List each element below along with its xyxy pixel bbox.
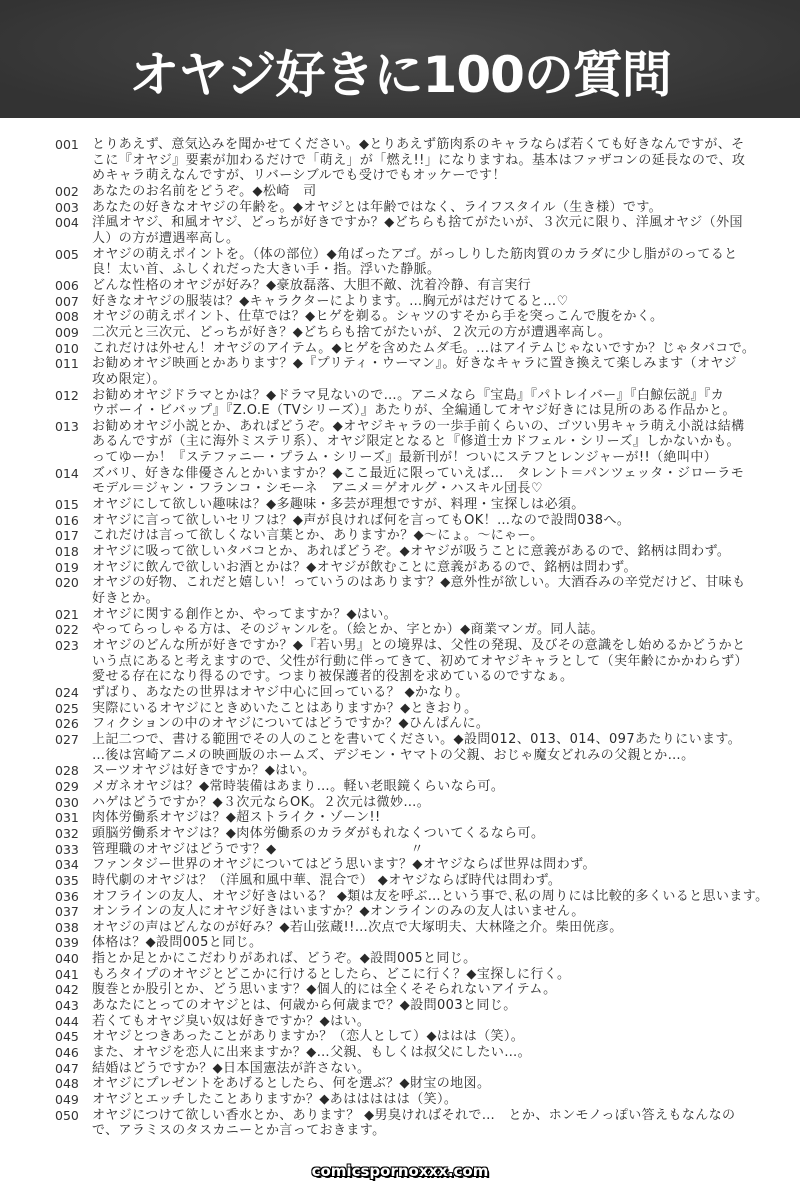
question-item <box>55 607 755 623</box>
question-text-line: 実際にいるオヤジにときめいたことはありますか？◆ときおり。 <box>92 700 478 716</box>
question-text-line: とりあえず、意気込みを聞かせてください。◆とりあえず筋肉系のキャラならば若くても好きなんですが、そ <box>92 137 745 152</box>
question-text-line: 攻め限定）。 <box>92 371 166 387</box>
question-item <box>55 967 755 983</box>
question-item <box>55 278 755 294</box>
question-number: 044 <box>55 1013 79 1029</box>
question-text-line: めキャラ萌えなんですが、リバーシブルでも受けでもオッケーです！ <box>92 168 506 184</box>
question-text-line: オンラインの友人にオヤジ好きはいますか？◆オンラインのみの友人はいません。 <box>92 904 585 920</box>
question-text-line: オヤジとつきあったことがありますか？（恋人として）◆ははは（笑）。 <box>92 1029 525 1045</box>
question-number: 026 <box>55 716 79 732</box>
question-text-line: あるんですが（主に海外ミステリ系）、オヤジ限定となると『修道士カドフェル・シリーズ』しかないかも。 <box>92 434 741 450</box>
question-text-line: ってゆーか！『ステファニー・プラム・シリーズ』最新刊が！ついにステフとレンジャーが!!（絶叫中） <box>92 450 718 466</box>
question-text-line: あなたにとってのオヤジとは、何歳から何歳まで？◆設問003と同じ。 <box>92 998 517 1014</box>
question-item <box>55 325 755 341</box>
question-text-line: 上記二つで、書ける範囲でその人のことを書いてください。◆設問012、013、014、097あたりにいます。 <box>92 731 742 747</box>
question-number: 035 <box>55 872 79 888</box>
question-text-line: また、オヤジを恋人に出来ますか？◆…父親、もしくは叔父にしたい…。 <box>92 1045 532 1061</box>
question-item <box>55 795 755 811</box>
question-text-line: お勧めオヤジドラマとかは？◆ドラマ見ないので…。アニメなら『宝島』『パトレイバー』『白鯨伝説』『カ <box>92 387 725 403</box>
question-text-line: 時代劇のオヤジは？（洋風和風中華、混合で） ◆オヤジならば時代は問わず。 <box>92 872 562 888</box>
question-text-line: オヤジの好物、これだと嬉しい！っていうのはあります？◆意外性が欲しい。大酒呑みの辛党だけど、甘味も <box>92 575 746 591</box>
question-text-line: オヤジに飲んで欲しいお酒とかは？◆オヤジが飲むことに意義があるので、銘柄は問わず。 <box>92 559 637 575</box>
question-number: 042 <box>55 982 79 998</box>
question-text-line: あなたのお名前をどうぞ。◆松崎 司 <box>92 183 317 199</box>
question-text-line: 肉体労働系オヤジは？◆超ストライク・ゾーン!! <box>92 810 381 826</box>
question-number: 047 <box>55 1060 79 1076</box>
question-number: 012 <box>55 387 79 403</box>
question-text-line: オヤジにして欲しい趣味は？◆多趣味・多芸が理想ですが、料理・宝探しは必須。 <box>92 497 585 513</box>
question-text-line: 洋風オヤジ、和風オヤジ、どっちが好きですか？◆どちらも捨てがたいが、３次元に限り、洋風オヤジ（外国 <box>92 215 743 231</box>
question-item <box>55 935 755 951</box>
question-item <box>55 904 755 920</box>
question-text-line: お勧めオヤジ映画とかあります？◆『プリティ・ウーマン』。好きなキャラに置き換えて楽しみます（オヤジ <box>92 356 738 372</box>
question-number: 034 <box>55 857 79 873</box>
question-text-line: オヤジにつけて欲しい香水とか、あります？ ◆男臭ければそれで… とか、ホンモノっぽい答えもなんなの <box>92 1107 736 1123</box>
question-item <box>55 215 755 246</box>
question-text-line: ズバリ、好きな俳優さんとかいますか？◆ここ最近に限っていえば… タレント＝パンツェッタ・ジローラモ <box>92 465 745 481</box>
question-number: 038 <box>55 919 79 935</box>
question-text-line: スーツオヤジは好きですか？◆はい。 <box>92 763 316 779</box>
question-item <box>55 1092 755 1108</box>
question-text-line: いう点にあると考えますので、父性が行動に伴ってきて、初めてオヤジキャラとして（実年齢にかかわらず） <box>92 653 748 669</box>
question-number: 018 <box>55 544 79 560</box>
question-item <box>55 1014 755 1030</box>
question-item <box>55 1061 755 1077</box>
question-item <box>55 184 755 200</box>
question-number: 010 <box>55 340 79 356</box>
question-number: 008 <box>55 309 79 325</box>
question-item <box>55 294 755 310</box>
question-text-line: で、アラミスのタスカニーとか言っておきます。 <box>92 1123 386 1139</box>
question-item <box>55 544 755 560</box>
question-text-line: 体格は？◆設問005と同じ。 <box>92 935 263 951</box>
question-number: 029 <box>55 778 79 794</box>
question-item <box>55 1076 755 1092</box>
question-number: 009 <box>55 324 79 340</box>
question-item <box>55 638 755 685</box>
question-item <box>55 1045 755 1061</box>
question-list <box>55 137 769 1139</box>
question-text-line: オフラインの友人、オヤジ好きはいる？ ◆類は友を呼ぶ…という事で､私の周りには比較的多くいると思います。 <box>92 888 769 904</box>
question-number: 050 <box>55 1107 79 1123</box>
question-text-line: オヤジのどんな所が好きですか？◆『若い男』との境界は、父性の発現、及びその意識をし始めるかどうかと <box>92 638 746 653</box>
question-text-line: フィクションの中のオヤジについてはどうですか？◆ひんぱんに。 <box>92 716 490 732</box>
question-text-line: オヤジの萌えポイントを。（体の部位）◆角ばったアゴ。がっしりした筋肉質のカラダに少し脂がのってると <box>92 246 738 262</box>
question-item <box>55 888 769 905</box>
question-number: 002 <box>55 183 79 199</box>
question-item <box>55 951 755 967</box>
question-number: 027 <box>55 731 79 747</box>
question-text-line: もろタイプのオヤジとどこかに行けるとしたら、どこに行く？◆宝探しに行く。 <box>92 966 571 982</box>
question-number: 015 <box>55 497 79 513</box>
question-item <box>55 1108 755 1139</box>
question-number: 046 <box>55 1045 79 1061</box>
question-number: 048 <box>55 1076 79 1092</box>
question-item <box>55 575 755 606</box>
question-text-line: 若くてもオヤジ臭い奴は好きですか？◆はい。 <box>92 1013 371 1029</box>
question-text-line: オヤジとエッチしたことありますか？◆あははははは（笑）。 <box>92 1092 458 1108</box>
question-number: 030 <box>55 794 79 810</box>
question-item <box>55 200 755 216</box>
question-number: 049 <box>55 1092 79 1108</box>
question-item <box>55 873 755 889</box>
question-text-line: メガネオヤジは？◆常時装備はあまり…。軽い老眼鏡くらいなら可。 <box>92 778 505 794</box>
question-item <box>55 388 755 419</box>
question-item <box>55 763 755 779</box>
question-item <box>55 341 755 357</box>
question-number: 024 <box>55 684 79 700</box>
question-number: 007 <box>55 293 79 309</box>
question-number: 037 <box>55 904 79 920</box>
question-item <box>55 497 755 513</box>
question-number: 039 <box>55 935 79 951</box>
question-text-line: こに『オヤジ』要素が加わるだけで「萌え」が「燃え!!」になりますね。基本はファザコンの延長なので、攻 <box>92 152 746 168</box>
question-text-line: 指とか足とかにこだわりがあれば、どうぞ。◆設問005と同じ。 <box>92 951 477 967</box>
watermark: comicspornoxxx.com <box>311 1162 489 1180</box>
question-text-line: 愛せる存在になり得るのです。つまり被保護者的役割を求めているのですなぁ。 <box>92 669 574 685</box>
question-number: 045 <box>55 1029 79 1045</box>
question-item <box>55 309 755 325</box>
question-text-line: 頭脳労働系オヤジは？◆肉体労働系のカラダがもれなくついてくるなら可。 <box>92 825 545 841</box>
question-number: 041 <box>55 966 79 982</box>
question-number: 003 <box>55 199 79 215</box>
question-text-line: オヤジに吸って欲しいタバコとか、あればどうぞ。◆オヤジが吸うことに意義があるので、銘柄は問わず。 <box>92 544 731 560</box>
question-text-line: 好きなオヤジの服装は？◆キャラクターによります。…胸元がはだけてると…♡ <box>92 293 569 309</box>
question-item <box>55 137 755 184</box>
question-number: 023 <box>55 638 79 653</box>
question-text-line: オヤジに関する創作とか、やってますか？◆はい。 <box>92 606 398 622</box>
question-text-line: 二次元と三次元、どっちが好き？◆どちらも捨てがたいが、２次元の方が遭遇率高し。 <box>92 324 612 340</box>
question-item <box>55 513 755 529</box>
question-text-line: 人）の方が遭遇率高し。 <box>92 230 240 246</box>
question-text-line: ウボーイ・ビバップ』『Z.O.E（TVシリーズ）』あたりが、全編通してオヤジ好きには見所のある作品かと。 <box>92 403 736 419</box>
question-item <box>55 701 755 717</box>
question-text-line: オヤジの萌えポイント、仕草では？◆ヒゲを剃る。シャツのすそから手を突っこんで腹をかく。 <box>92 309 664 325</box>
question-number: 025 <box>55 700 79 716</box>
question-text-line: 好きとか。 <box>92 591 160 607</box>
question-text-line: オヤジにプレゼントをあげるとしたら、何を選ぶ？◆財宝の地図。 <box>92 1076 491 1092</box>
question-number: 031 <box>55 810 79 826</box>
question-number: 040 <box>55 951 79 967</box>
question-item <box>55 920 755 936</box>
question-number: 036 <box>55 888 79 904</box>
question-text-line: 結婚はどうですか？◆日本国憲法が許さない。 <box>92 1060 371 1076</box>
question-text-line: これだけは言って欲しくない言葉とか、ありますか？◆～にょ。～にゃー。 <box>92 528 544 544</box>
question-text-line: これだけは外せん！オヤジのアイテム。◆ヒゲを含めたムダ毛。…はアイテムじゃないですか？じゃタバコで。 <box>92 340 756 356</box>
question-item <box>55 779 755 795</box>
question-number: 019 <box>55 559 79 575</box>
question-text-line: ハゲはどうですか？◆３次元ならOK。２次元は微妙…。 <box>92 794 431 810</box>
question-number: 033 <box>55 841 79 857</box>
question-number: 028 <box>55 763 79 779</box>
question-item <box>55 528 755 544</box>
question-text-line: モデル＝ジャン・フランコ・シモーネ アニメ＝ゲオルグ・ハスキル団長♡ <box>92 481 543 497</box>
question-number: 014 <box>55 465 79 481</box>
question-item <box>55 622 755 638</box>
question-text-line: お勧めオヤジ小説とか、あればどうぞ。◆オヤジキャラの一歩手前くらいの、ゴツい男キャラ萌え小説は結構 <box>92 418 745 434</box>
question-number: 011 <box>55 356 79 372</box>
question-number: 013 <box>55 418 79 434</box>
question-item <box>55 810 755 826</box>
question-item <box>55 826 755 842</box>
question-text-line: …後は宮崎アニメの映画版のホームズ、デジモン・ヤマトの父親、おじゃ魔女どれみの父親とか…。 <box>92 747 695 763</box>
question-number: 022 <box>55 622 79 638</box>
question-item <box>55 466 755 497</box>
question-item <box>55 560 755 576</box>
question-number: 017 <box>55 528 79 544</box>
question-text-line: どんな性格のオヤジが好み？◆豪放磊落、大胆不敵、沈着冷静、有言実行 <box>92 277 532 293</box>
question-number: 043 <box>55 998 79 1014</box>
question-number: 032 <box>55 825 79 841</box>
question-item <box>55 842 755 858</box>
page-title: オヤジ好きに100の質問 <box>129 46 671 104</box>
question-text-line: オヤジに言って欲しいセリフは？◆声が良ければ何を言ってもOK！…なので設問038へ。 <box>92 512 631 528</box>
question-number: 006 <box>55 277 79 293</box>
question-item <box>55 998 755 1014</box>
question-number: 021 <box>55 606 79 622</box>
question-item <box>55 685 755 701</box>
question-item <box>55 716 755 732</box>
title-banner <box>0 0 800 118</box>
question-number: 005 <box>55 246 79 262</box>
question-number: 016 <box>55 512 79 528</box>
question-number: 001 <box>55 137 79 152</box>
question-text-line: オヤジの声はどんなのが好み？◆若山弦蔵!!…次点で大塚明夫、大林隆之介。柴田侊彦。 <box>92 919 623 935</box>
question-text-line: やってらっしゃる方は、そのジャンルを。（絵とか、字とか）◆商業マンガ。同人誌。 <box>92 622 604 638</box>
question-text-line: 腹巻とか股引とか、どう思います？◆個人的には全くそそられないアイテム。 <box>92 982 557 998</box>
question-item <box>55 857 755 873</box>
question-item <box>55 982 755 998</box>
question-item <box>55 419 755 466</box>
question-text-line: 管理職のオヤジはどうです？◆ 〃 <box>92 841 424 857</box>
question-number: 004 <box>55 215 79 231</box>
question-text-line: ずばり、あなたの世界はオヤジ中心に回っている？ ◆かなり。 <box>92 684 469 700</box>
question-text-line: ファンタジー世界のオヤジについてはどう思います？◆オヤジならば世界は問わず。 <box>92 857 596 873</box>
question-text-line: 良！太い首、ふしくれだった大きい手・指。浮いた静脈。 <box>92 262 441 278</box>
question-item <box>55 247 755 278</box>
question-number: 020 <box>55 575 79 591</box>
question-item <box>55 356 755 387</box>
question-item <box>55 1029 755 1045</box>
question-item <box>55 732 755 763</box>
question-text-line: あなたの好きなオヤジの年齢を。◆オヤジとは年齢ではなく、ライフスタイル（生き様）です。 <box>92 199 663 215</box>
